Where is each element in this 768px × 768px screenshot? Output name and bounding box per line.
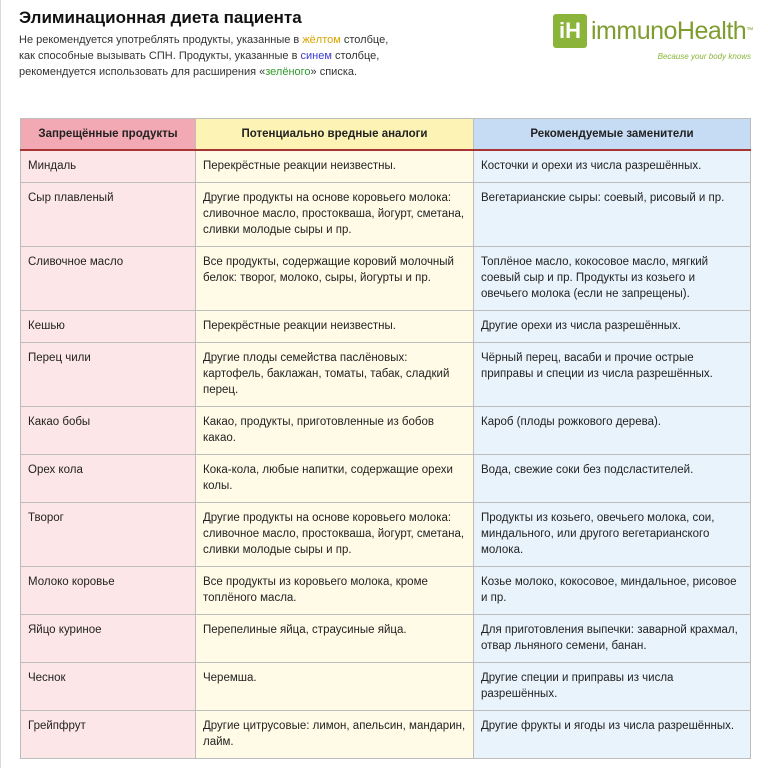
table-row <box>21 183 751 247</box>
substitute-cell: Продукты из козьего, овечьего молока, сои, миндального, или другого вегетарианского молока. <box>474 503 751 567</box>
harmful-analog-cell: Другие продукты на основе коровьего молока: сливочное масло, простокваша, йогурт, сметана, сливки молодые сыры и пр. <box>196 183 474 247</box>
table-row <box>21 343 751 407</box>
table-row <box>21 455 751 503</box>
substitute-cell: Вегетарианские сыры: соевый, рисовый и пр. <box>474 183 751 247</box>
table-row <box>21 567 751 615</box>
substitute-cell: Вода, свежие соки без подсластителей. <box>474 455 751 503</box>
forbidden-product-cell: Чеснок <box>21 663 196 711</box>
table-row <box>21 663 751 711</box>
substitute-cell: Топлёное масло, кокосовое масло, мягкий соевый сыр и пр. Продукты из козьего и овечьего молока (если не запрещены). <box>474 247 751 311</box>
harmful-analog-cell: Кока-кола, любые напитки, содержащие орехи колы. <box>196 455 474 503</box>
harmful-analog-cell: Все продукты, содержащие коровий молочный белок: творог, молоко, сыры, йогурты и пр. <box>196 247 474 311</box>
table-row <box>21 711 751 759</box>
table-row <box>21 150 751 183</box>
instructions-yellow-word: жёлтом <box>302 34 341 46</box>
header-forbidden-products: Запрещённые продукты <box>21 119 196 151</box>
harmful-analog-cell: Черемша. <box>196 663 474 711</box>
harmful-analog-cell: Перепелиные яйца, страусиные яйца. <box>196 615 474 663</box>
harmful-analog-cell: Перекрёстные реакции неизвестны. <box>196 311 474 343</box>
table-row <box>21 247 751 311</box>
instructions-line3-a: рекомендуется использовать для расширения « <box>19 66 266 78</box>
forbidden-product-cell: Миндаль <box>21 150 196 183</box>
instructions-line2-a: как способные вызывать СПН. Продукты, указанные в <box>19 50 301 62</box>
forbidden-product-cell: Перец чили <box>21 343 196 407</box>
forbidden-product-cell: Орех кола <box>21 455 196 503</box>
substitute-cell: Козье молоко, кокосовое, миндальное, рисовое и пр. <box>474 567 751 615</box>
forbidden-product-cell: Творог <box>21 503 196 567</box>
table-row <box>21 311 751 343</box>
harmful-analog-cell: Перекрёстные реакции неизвестны. <box>196 150 474 183</box>
harmful-analog-cell: Другие продукты на основе коровьего молока: сливочное масло, простокваша, йогурт, сметана, сливки молодые сыры и пр. <box>196 503 474 567</box>
logo-name-text: immunoHealth <box>591 17 747 45</box>
instructions-line2-b: столбце, <box>331 50 380 62</box>
header-harmful-analogs: Потенциально вредные аналоги <box>196 119 474 151</box>
substitute-cell: Чёрный перец, васаби и прочие острые приправы и специи из числа разрешённых. <box>474 343 751 407</box>
diet-table <box>20 118 751 759</box>
substitute-cell: Другие специи и приправы из числа разрешённых. <box>474 663 751 711</box>
instructions-blue-word: синем <box>300 50 332 62</box>
substitute-cell: Кароб (плоды рожкового дерева). <box>474 407 751 455</box>
forbidden-product-cell: Грейпфрут <box>21 711 196 759</box>
logo-badge-icon: iH <box>553 14 587 48</box>
forbidden-product-cell: Кешью <box>21 311 196 343</box>
harmful-analog-cell: Какао, продукты, приготовленные из бобов какао. <box>196 407 474 455</box>
substitute-cell: Другие орехи из числа разрешённых. <box>474 311 751 343</box>
document-header <box>19 8 479 80</box>
forbidden-product-cell: Сливочное масло <box>21 247 196 311</box>
logo-wordmark <box>591 16 753 46</box>
forbidden-product-cell: Сыр плавленый <box>21 183 196 247</box>
logo-tagline: Because your body knows <box>657 52 751 61</box>
harmful-analog-cell: Другие плоды семейства паслёновых: картофель, баклажан, томаты, табак, сладкий перец. <box>196 343 474 407</box>
table-header-row <box>21 119 751 151</box>
harmful-analog-cell: Все продукты из коровьего молока, кроме топлёного масла. <box>196 567 474 615</box>
substitute-cell: Для приготовления выпечки: заварной крахмал, отвар льняного семени, банан. <box>474 615 751 663</box>
immunohealth-logo <box>553 14 753 66</box>
page-title: Элиминационная диета пациента <box>19 8 302 27</box>
forbidden-product-cell: Молоко коровье <box>21 567 196 615</box>
substitute-cell: Другие фрукты и ягоды из числа разрешённых. <box>474 711 751 759</box>
substitute-cell: Косточки и орехи из числа разрешённых. <box>474 150 751 183</box>
harmful-analog-cell: Другие цитрусовые: лимон, апельсин, мандарин, лайм. <box>196 711 474 759</box>
table-row <box>21 615 751 663</box>
table-body <box>21 150 751 759</box>
table-row <box>21 407 751 455</box>
header-recommended-substitutes: Рекомендуемые заменители <box>474 119 751 151</box>
instructions-line3-b: » списка. <box>310 66 358 78</box>
instructions-line1-a: Не рекомендуется употреблять продукты, указанные в <box>19 34 303 46</box>
instructions-text <box>19 32 479 80</box>
forbidden-product-cell: Яйцо куриное <box>21 615 196 663</box>
instructions-line1-b: столбце, <box>340 34 389 46</box>
forbidden-product-cell: Какао бобы <box>21 407 196 455</box>
instructions-green-word: зелёного <box>265 66 311 78</box>
table-row <box>21 503 751 567</box>
logo-trademark: ™ <box>746 27 753 34</box>
